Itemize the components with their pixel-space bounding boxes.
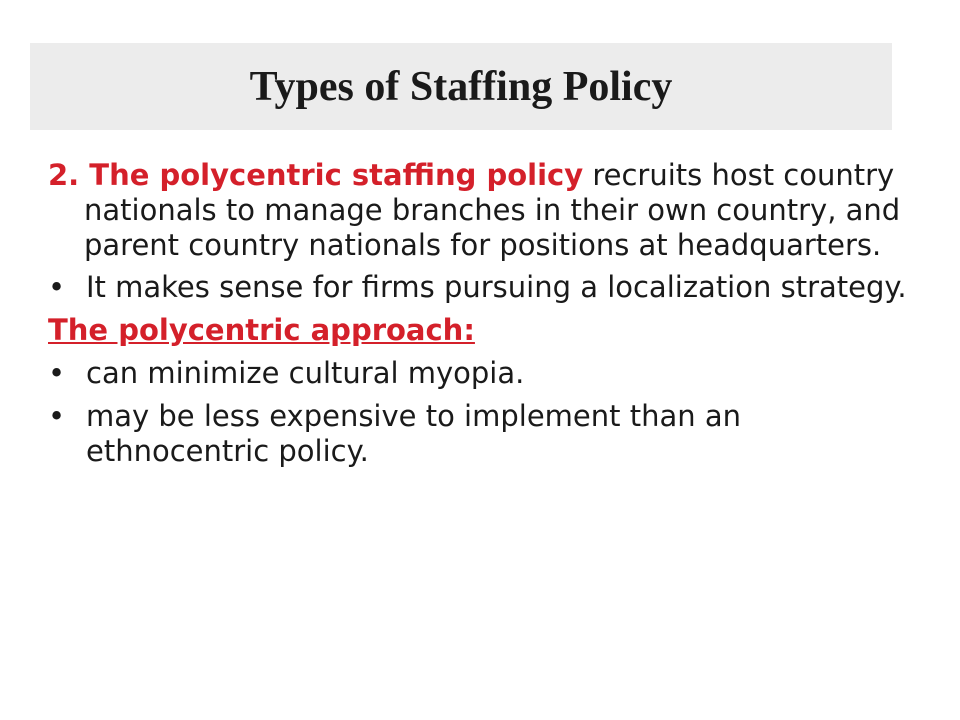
list-item (48, 270, 928, 305)
point-2-lead: 2. The polycentric staffing policy (48, 158, 584, 192)
bullet-text: It makes sense for firms pursuing a localization strategy. (86, 270, 907, 305)
list-item (48, 399, 928, 469)
bullet-icon: • (48, 270, 66, 305)
point-2-text: recruits host country nationals to manage branches in their own country, and parent country nationals for positions at headquarters. (84, 158, 901, 262)
list-item (48, 356, 928, 391)
slide-body (48, 158, 928, 476)
bullet-icon: • (48, 398, 66, 433)
slide-title: Types of Staffing Policy (249, 63, 673, 110)
title-bar (30, 43, 892, 130)
bullet-text: can minimize cultural myopia. (86, 355, 525, 390)
bullet-icon: • (48, 355, 66, 390)
point-2-paragraph (48, 158, 928, 262)
bullet-text: may be less expensive to implement than an ethnocentric policy. (86, 398, 741, 468)
approach-heading: The polycentric approach: (48, 313, 475, 348)
